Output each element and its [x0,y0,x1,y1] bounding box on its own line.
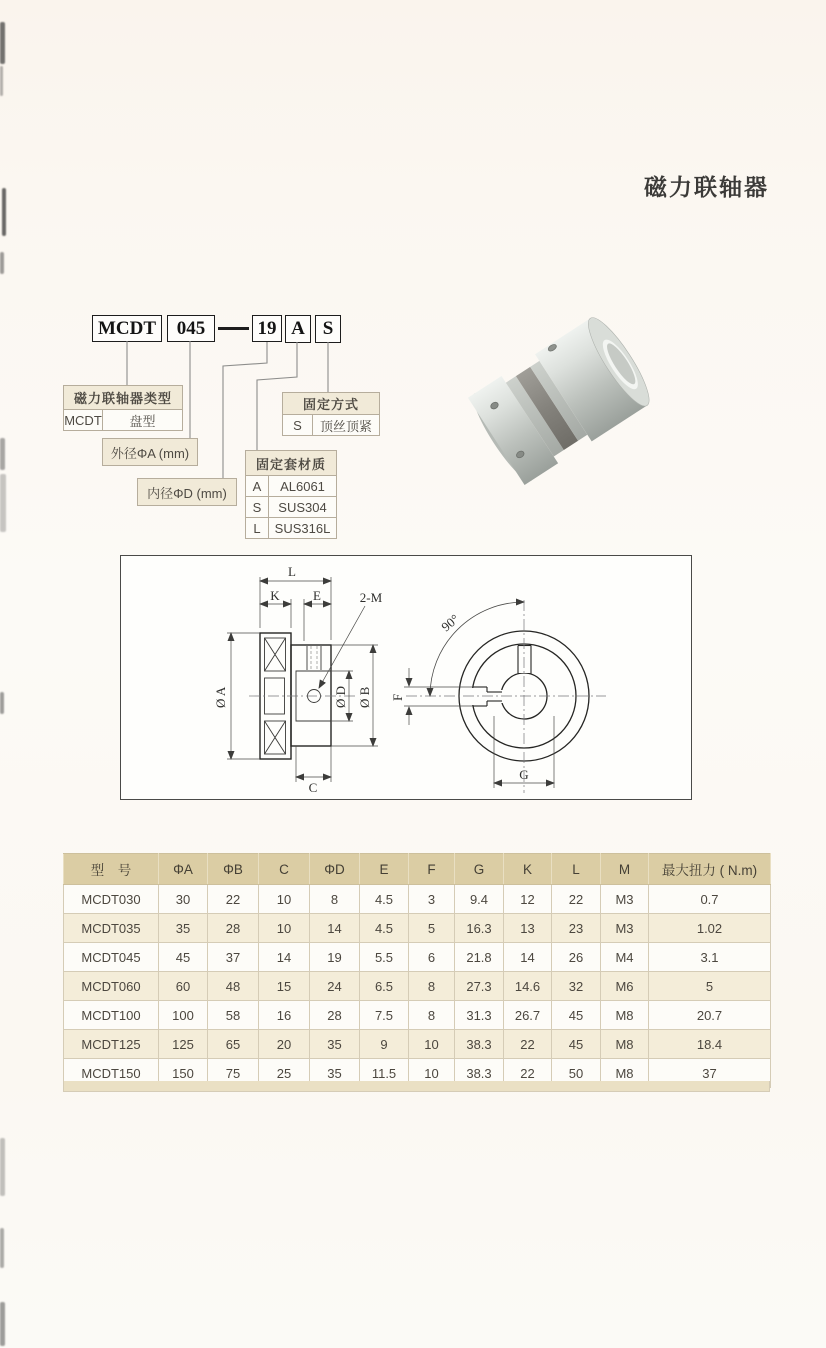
value-cell: 25 [259,1059,310,1088]
dimension-lines [227,577,378,782]
scan-smudge [0,22,5,64]
value-cell: 5 [409,914,455,943]
value-cell: 75 [208,1059,259,1088]
model-code-size: 045 [167,315,215,342]
fixing-box-row [282,414,380,436]
value-cell: 31.3 [455,1001,504,1030]
outer-diameter-label: 外径ΦA (mm) [102,438,198,466]
model-cell: MCDT035 [64,914,159,943]
dim-label-G: G [519,767,529,782]
value-cell: 35 [310,1059,360,1088]
column-header-0: 型 号 [64,854,159,885]
value-cell: 58 [208,1001,259,1030]
value-cell: 10 [409,1059,455,1088]
spec-table-body [64,885,771,1088]
value-cell: 23 [552,914,601,943]
scan-smudge [2,188,6,236]
model-code-bore: 19 [252,315,282,342]
thread-lines [311,646,317,670]
value-cell: 13 [504,914,552,943]
column-header-8: K [504,854,552,885]
value-cell: 4.5 [360,885,409,914]
sleeve-box-row [245,475,337,497]
scan-smudge [0,474,6,532]
value-cell: 35 [310,1030,360,1059]
value-cell: 14 [504,943,552,972]
value-cell: 9 [360,1030,409,1059]
dim-label-C: C [308,780,318,795]
value-cell: 7.5 [360,1001,409,1030]
value-cell: 6.5 [360,972,409,1001]
value-cell: 37 [649,1059,771,1088]
value-cell: 14.6 [504,972,552,1001]
value-cell: 35 [159,914,208,943]
value-cell: 45 [552,1001,601,1030]
value-cell: 14 [259,943,310,972]
value-cell: 20 [259,1030,310,1059]
model-cell: MCDT125 [64,1030,159,1059]
value-cell: 15 [259,972,310,1001]
model-code-prefix: MCDT [92,315,162,342]
model-cell: MCDT045 [64,943,159,972]
dim-label-F: F [390,693,405,701]
scan-smudge [0,252,4,274]
value-cell: M3 [601,914,649,943]
spec-table-footer-strip [63,1081,770,1092]
sleeve-code: S [246,497,269,517]
type-box-header: 磁力联轴器类型 [63,385,183,410]
model-code-material: A [285,315,311,343]
dim-label-E: E [313,588,321,603]
table-row [64,943,771,972]
sleeve-box-header: 固定套材质 [245,450,337,476]
value-cell: 10 [259,914,310,943]
sleeve-value: SUS316L [274,520,331,536]
value-cell: 21.8 [455,943,504,972]
column-header-11: 最大扭力 ( N.m) [649,854,771,885]
value-cell: M8 [601,1001,649,1030]
notch-mask [470,688,475,705]
table-row [64,885,771,914]
value-cell: M4 [601,943,649,972]
value-cell: 0.7 [649,885,771,914]
value-cell: 8 [409,972,455,1001]
fixing-code: S [283,415,313,435]
value-cell: 28 [310,1001,360,1030]
sleeve-box-row [245,496,337,518]
value-cell: 38.3 [455,1030,504,1059]
value-cell: 11.5 [360,1059,409,1088]
sleeve-value: AL6061 [280,478,325,494]
page-title: 磁力联轴器 [644,174,769,200]
column-header-4: ΦD [310,854,360,885]
value-cell: 37 [208,943,259,972]
scan-smudge [0,692,4,714]
value-cell: 22 [504,1059,552,1088]
value-cell: 125 [159,1030,208,1059]
sleeve-value: SUS304 [278,499,327,515]
value-cell: 18.4 [649,1030,771,1059]
value-cell: 9.4 [455,885,504,914]
scan-smudge [0,1302,5,1346]
type-box-value: 盘型 [129,413,156,429]
dim-label-L: L [288,564,296,579]
keyway-mask [519,646,530,673]
dim-label-K: K [270,588,280,603]
value-cell: 19 [310,943,360,972]
value-cell: 22 [208,885,259,914]
fixing-value: 顶丝顶紧 [319,418,372,434]
value-cell: M3 [601,885,649,914]
scan-smudge [0,1228,4,1268]
spec-table [63,853,771,1088]
scan-smudge [0,1138,5,1196]
inner-diameter-label: 内径ΦD (mm) [137,478,237,506]
value-cell: 65 [208,1030,259,1059]
value-cell: 12 [504,885,552,914]
sleeve-code: L [246,518,269,538]
column-header-6: F [409,854,455,885]
value-cell: 28 [208,914,259,943]
scan-smudge [0,66,3,96]
column-header-9: L [552,854,601,885]
value-cell: 32 [552,972,601,1001]
technical-drawing-box [120,555,692,800]
value-cell: 50 [552,1059,601,1088]
table-row [64,914,771,943]
value-cell: 30 [159,885,208,914]
value-cell: 22 [552,885,601,914]
value-cell: 10 [409,1030,455,1059]
value-cell: 10 [259,885,310,914]
column-header-7: G [455,854,504,885]
value-cell: 14 [310,914,360,943]
value-cell: 6 [409,943,455,972]
model-cell: MCDT150 [64,1059,159,1088]
dim-label-2M: 2-M [359,590,383,605]
table-row [64,1030,771,1059]
value-cell: 60 [159,972,208,1001]
sleeve-box-row [245,517,337,539]
value-cell: 1.02 [649,914,771,943]
type-box-row [63,409,183,431]
value-cell: 38.3 [455,1059,504,1088]
value-cell: 3.1 [649,943,771,972]
value-cell: 48 [208,972,259,1001]
value-cell: M8 [601,1030,649,1059]
column-header-2: ΦB [208,854,259,885]
column-header-1: ΦA [159,854,208,885]
dim-label-dB: Ø B [357,686,372,708]
dim-label-dA: Ø A [213,686,228,708]
angle-arc [430,602,524,696]
value-cell: 16 [259,1001,310,1030]
spec-table-header-row [64,854,771,885]
table-row [64,1001,771,1030]
sleeve-code: A [246,476,269,496]
value-cell: 4.5 [360,914,409,943]
value-cell: 26 [552,943,601,972]
table-row [64,972,771,1001]
value-cell: 20.7 [649,1001,771,1030]
value-cell: 45 [159,943,208,972]
dim-label-angle: 90° [438,611,462,635]
value-cell: M8 [601,1059,649,1088]
value-cell: 5 [649,972,771,1001]
value-cell: 45 [552,1030,601,1059]
value-cell: 5.5 [360,943,409,972]
product-photo [448,296,678,506]
value-cell: 16.3 [455,914,504,943]
value-cell: 8 [310,885,360,914]
model-cell: MCDT060 [64,972,159,1001]
value-cell: 22 [504,1030,552,1059]
value-cell: 100 [159,1001,208,1030]
model-cell: MCDT100 [64,1001,159,1030]
value-cell: 24 [310,972,360,1001]
value-cell: 27.3 [455,972,504,1001]
value-cell: M6 [601,972,649,1001]
model-cell: MCDT030 [64,885,159,914]
model-code-fixing: S [315,315,341,343]
value-cell: 3 [409,885,455,914]
column-header-10: M [601,854,649,885]
value-cell: 8 [409,1001,455,1030]
value-cell: 150 [159,1059,208,1088]
type-box-code: MCDT [64,410,103,430]
fixing-box-header: 固定方式 [282,392,380,415]
value-cell: 26.7 [504,1001,552,1030]
dim-label-dD: Ø D [333,685,348,708]
scan-smudge [0,438,5,470]
technical-drawing [121,556,691,799]
column-header-3: C [259,854,310,885]
column-header-5: E [360,854,409,885]
